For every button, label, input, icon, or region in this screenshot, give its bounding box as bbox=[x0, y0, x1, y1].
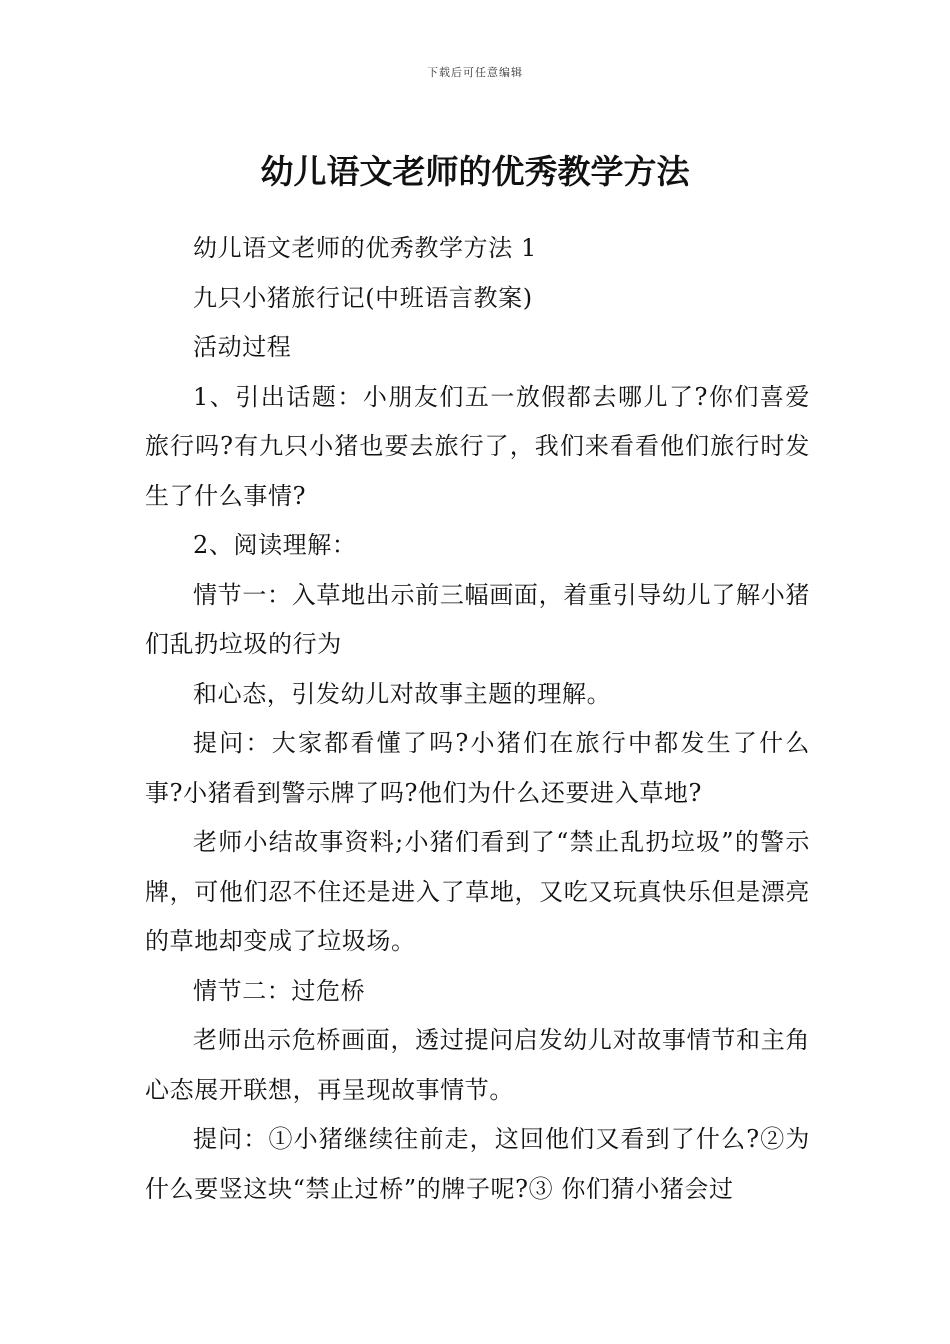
paragraph-section-heading: 幼儿语文老师的优秀教学方法 1 bbox=[193, 234, 537, 262]
page-header-note: 下载后可任意编辑 bbox=[427, 66, 523, 79]
paragraph-question-1: 提问：大家都看懂了吗?小猪们在旅行中都发生了什么事?小猪看到警示牌了吗?他们为什么还要进入草地? bbox=[145, 729, 810, 807]
paragraph-teacher-summary: 老师小结故事资料;小猪们看到了“禁止乱扔垃圾”的警示牌，可他们忍不住还是进入了草地，又吃又玩真快乐但是漂亮的草地却变成了垃圾场。 bbox=[145, 828, 810, 955]
paragraph-plot-1-continued: 和心态，引发幼儿对故事主题的理解。 bbox=[193, 679, 612, 708]
document-title: 幼儿语文老师的优秀教学方法 bbox=[260, 152, 690, 192]
paragraph-lesson-title: 九只小猪旅行记(中班语言教案) bbox=[193, 283, 533, 312]
paragraph-plot-2-description: 老师出示危桥画面，透过提问启发幼儿对故事情节和主角心态展开联想，再呈现故事情节。 bbox=[145, 1026, 810, 1104]
paragraph-step-2: 2、阅读理解： bbox=[193, 531, 357, 559]
document-body bbox=[145, 224, 810, 1214]
paragraph-plot-2: 情节二：过危桥 bbox=[193, 976, 366, 1005]
paragraph-step-1: 1、引出话题：小朋友们五一放假都去哪儿了?你们喜爱旅行吗?有九只小猪也要去旅行了，我们来看看他们旅行时发生了什么事情? bbox=[145, 382, 810, 510]
paragraph-question-2: 提问：①小猪继续往前走，这回他们又看到了什么?②为什么要竖这块“禁止过桥”的牌子呢?③ 你们猜小猪会过 bbox=[145, 1125, 810, 1203]
paragraph-activity-process: 活动过程 bbox=[193, 333, 292, 361]
paragraph-plot-1: 情节一：入草地出示前三幅画面，着重引导幼儿了解小猪们乱扔垃圾的行为 bbox=[145, 580, 810, 658]
